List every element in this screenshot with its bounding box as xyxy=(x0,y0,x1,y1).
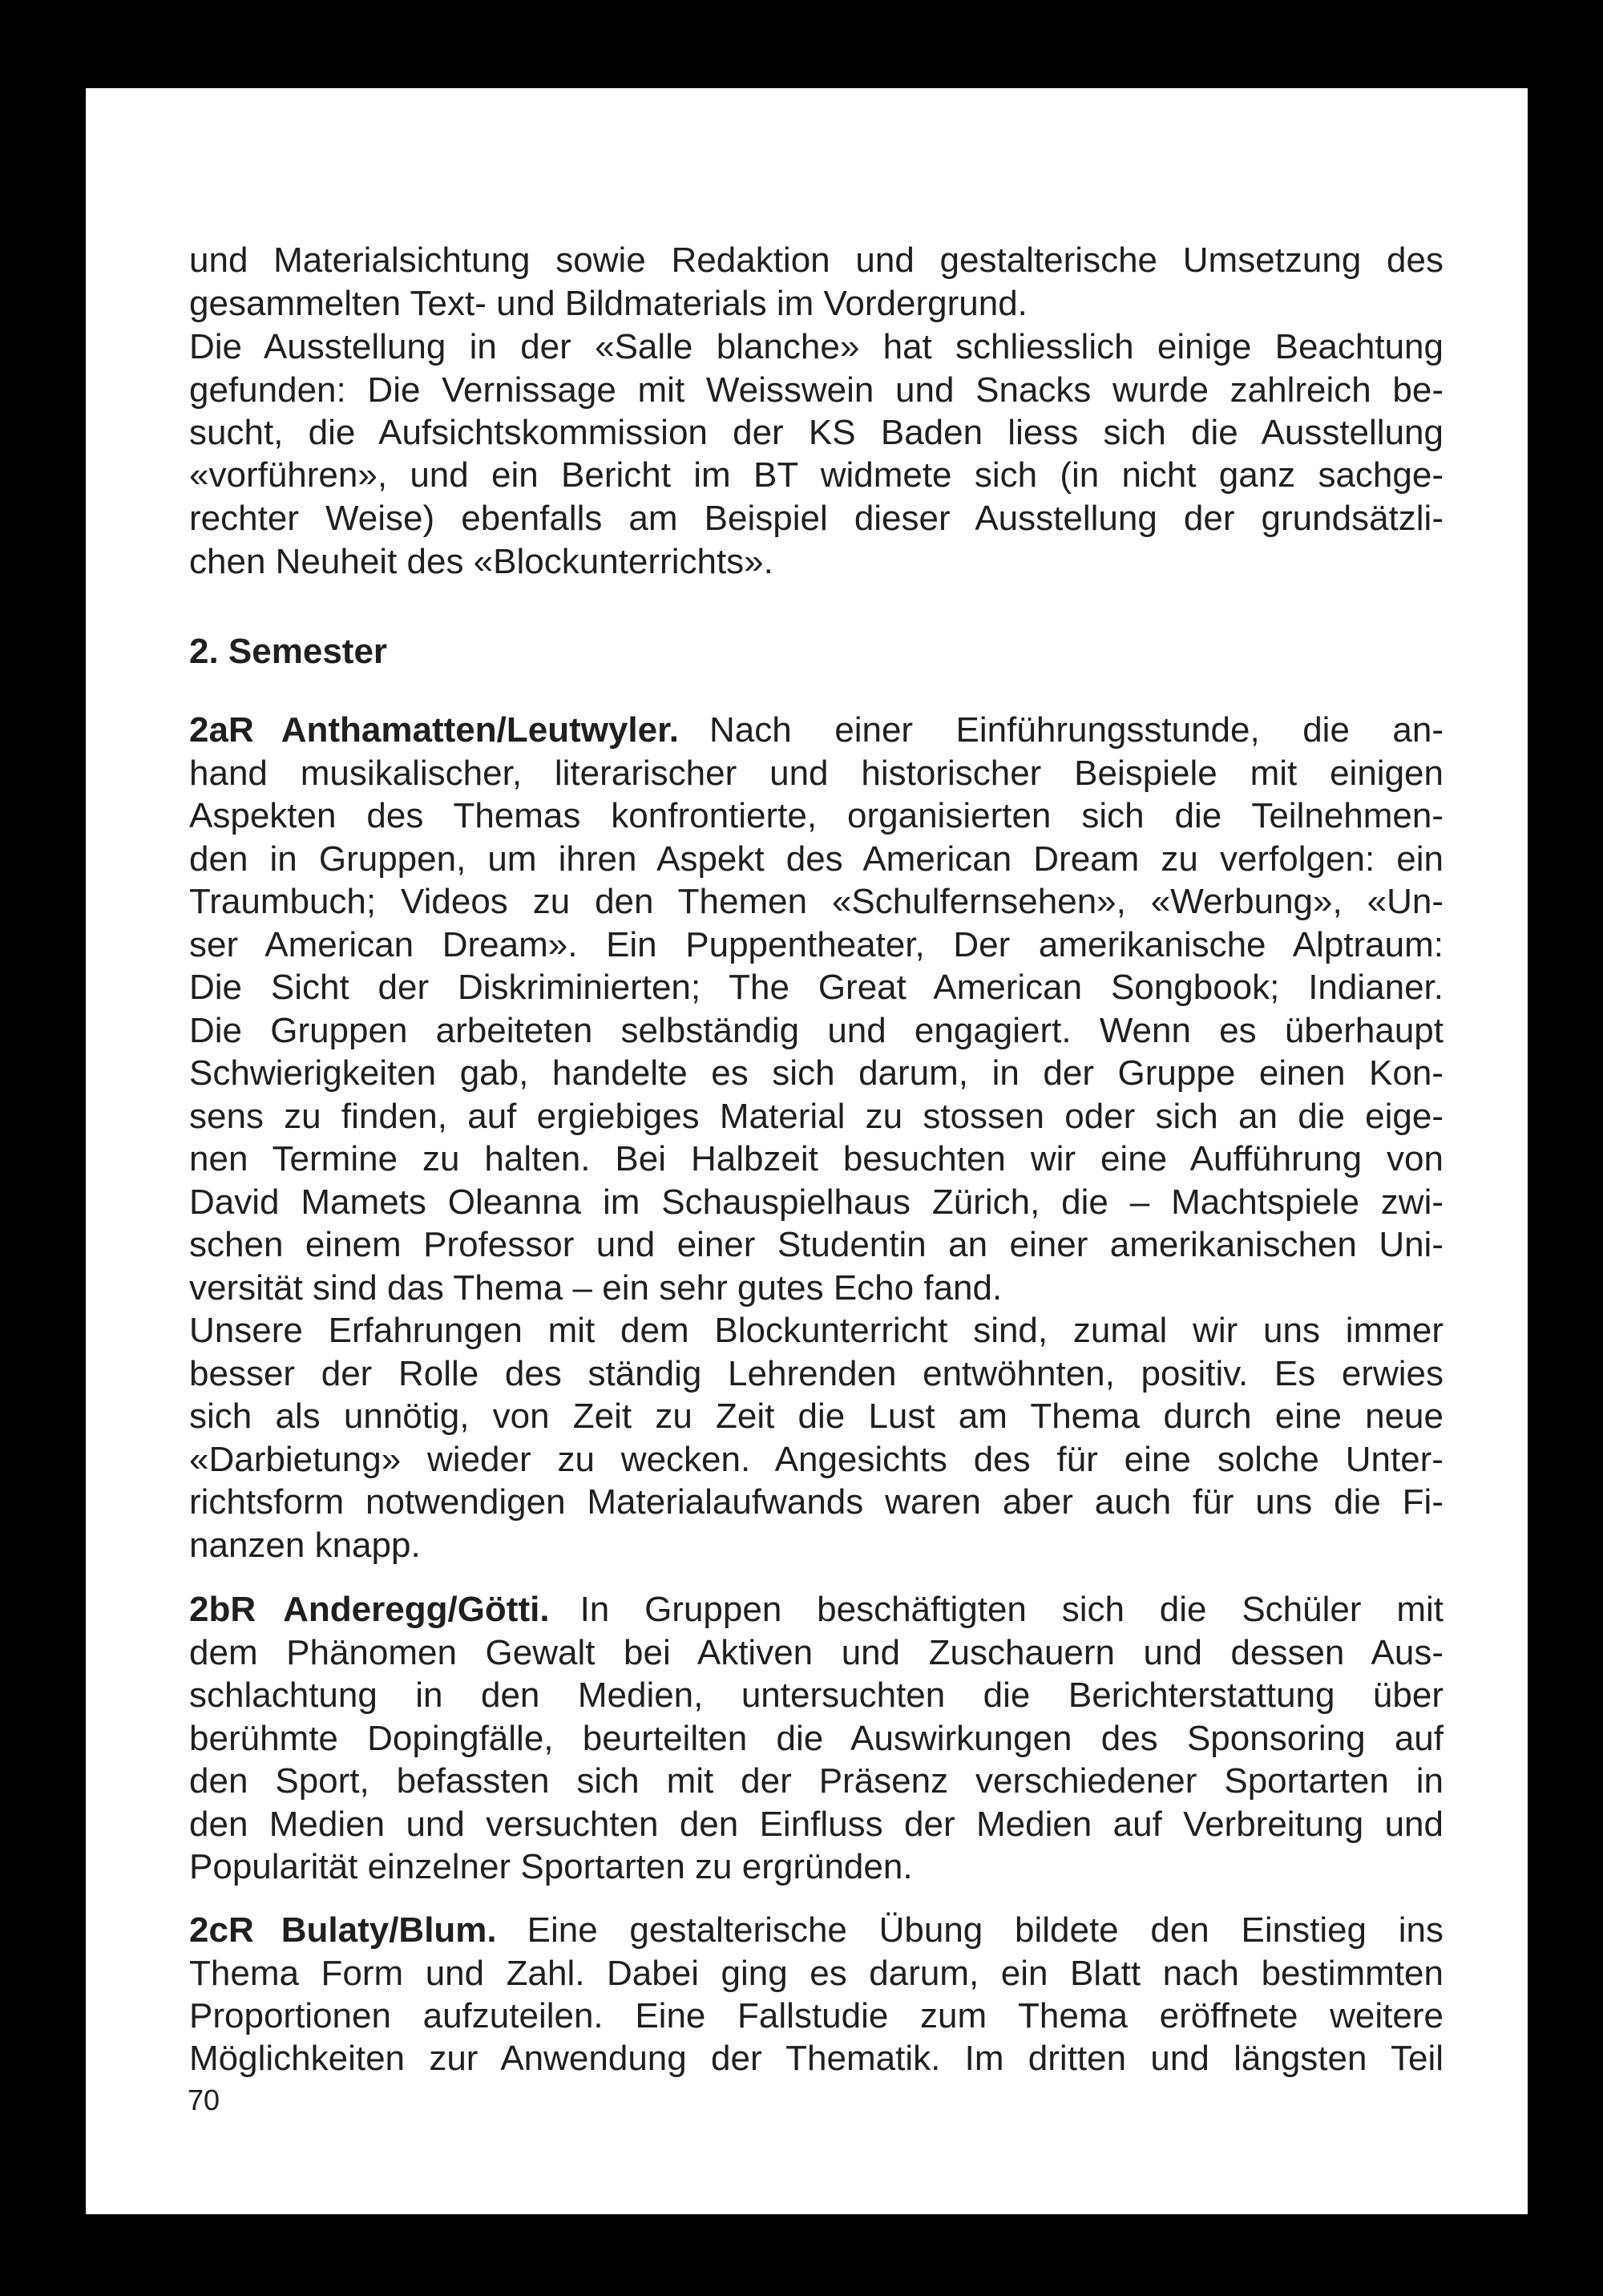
entry-line: schen einem Professor und einer Studentin an einer amerikanischen Uni- xyxy=(189,1225,1444,1264)
intro-line: «vorführen», und ein Bericht im BT widmete sich (in nicht ganz sachge- xyxy=(189,455,1444,495)
entry-line: Die Gruppen arbeiteten selbständig und engagiert. Wenn es überhaupt xyxy=(189,1011,1444,1050)
entry-line: ser American Dream». Ein Puppentheater, Der amerikanische Alptraum: xyxy=(189,925,1444,964)
entry-text: Nach einer Einführungsstunde, die an- xyxy=(709,710,1444,750)
page-number: 70 xyxy=(188,2084,220,2116)
entry-line: den Medien und versuchten den Einfluss der Medien auf Verbreitung und xyxy=(189,1805,1444,1844)
entry-line: dem Phänomen Gewalt bei Aktiven und Zuschauern und dessen Aus- xyxy=(189,1633,1444,1672)
entry-line: versität sind das Thema – ein sehr gutes Echo fand. xyxy=(189,1268,1003,1308)
entry-line: Unsere Erfahrungen mit dem Blockunterricht sind, zumal wir uns immer xyxy=(189,1311,1444,1350)
entry-line: «Darbietung» wieder zu wecken. Angesichts des für eine solche Unter- xyxy=(189,1440,1444,1479)
entry-names: Bulaty/Blum. xyxy=(281,1910,497,1950)
entry-line: Die Sicht der Diskriminierten; The Great American Songbook; Indianer. xyxy=(189,968,1444,1007)
entry-2cR-first-line xyxy=(189,1910,1444,1951)
intro-line: chen Neuheit des «Blockunterrichts». xyxy=(189,542,773,581)
entry-2bR-first-line xyxy=(189,1589,1444,1631)
entry-names: Anthamatten/Leutwyler. xyxy=(281,710,680,750)
entry-line: richtsform notwendigen Materialaufwands waren aber auch für uns die Fi- xyxy=(189,1482,1444,1522)
entry-line: hand musikalischer, literarischer und historischer Beispiele mit einigen xyxy=(189,754,1444,793)
entry-line: Thema Form und Zahl. Dabei ging es darum, ein Blatt nach bestimmten xyxy=(189,1954,1444,1993)
entry-line: Aspekten des Themas konfrontierte, organisierten sich die Teilnehmen- xyxy=(189,796,1444,835)
entry-line: Traumbuch; Videos zu den Themen «Schulfernsehen», «Werbung», «Un- xyxy=(189,882,1444,921)
entry-line: sich als unnötig, von Zeit zu Zeit die Lust am Thema durch eine neue xyxy=(189,1397,1444,1436)
entry-line: den in Gruppen, um ihren Aspekt des American Dream zu verfolgen: ein xyxy=(189,839,1444,879)
entry-line: Schwierigkeiten gab, handelte es sich darum, in der Gruppe einen Kon- xyxy=(189,1053,1444,1093)
intro-line: sucht, die Aufsichtskommission der KS Baden liess sich die Ausstellung xyxy=(189,413,1444,452)
intro-line: gefunden: Die Vernissage mit Weisswein und Snacks wurde zahlreich be- xyxy=(189,370,1444,410)
intro-line: und Materialsichtung sowie Redaktion und gestalterische Umsetzung des xyxy=(189,241,1444,280)
entry-line: schlachtung in den Medien, untersuchten die Berichterstattung über xyxy=(189,1676,1444,1715)
section-heading: 2. Semester xyxy=(189,632,388,671)
entry-line: Möglichkeiten zur Anwendung der Thematik. Im dritten und längsten Teil xyxy=(189,2039,1444,2078)
intro-line: Die Ausstellung in der «Salle blanche» hat schliesslich einige Beachtung xyxy=(189,327,1444,366)
entry-line: den Sport, befassten sich mit der Präsenz verschiedener Sportarten in xyxy=(189,1761,1444,1801)
entry-code: 2cR xyxy=(189,1910,254,1950)
entry-text: Eine gestalterische Übung bildete den Einstieg ins xyxy=(527,1910,1444,1950)
entry-text: In Gruppen beschäftigten sich die Schüler mit xyxy=(579,1590,1444,1629)
entry-line: nanzen knapp. xyxy=(189,1526,421,1565)
entry-line: sens zu finden, auf ergiebiges Material zu stossen oder sich an die eige- xyxy=(189,1097,1444,1136)
entry-line: berühmte Dopingfälle, beurteilten die Auswirkungen des Sponsoring auf xyxy=(189,1719,1444,1758)
intro-line: gesammelten Text- und Bildmaterials im Vordergrund. xyxy=(189,284,1028,323)
entry-line: Popularität einzelner Sportarten zu ergründen. xyxy=(189,1847,913,1886)
entry-code: 2bR xyxy=(189,1590,256,1629)
entry-code: 2aR xyxy=(189,710,254,750)
entry-line: besser der Rolle des ständig Lehrenden entwöhnten, positiv. Es erwies xyxy=(189,1354,1444,1393)
entry-line: nen Termine zu halten. Bei Halbzeit besuchten wir eine Aufführung von xyxy=(189,1139,1444,1178)
entry-line: David Mamets Oleanna im Schauspielhaus Zürich, die – Machtspiele zwi- xyxy=(189,1182,1444,1222)
intro-line: rechter Weise) ebenfalls am Beispiel dieser Ausstellung der grundsätzli- xyxy=(189,499,1444,538)
entry-2aR-first-line xyxy=(189,709,1444,751)
entry-names: Anderegg/Götti. xyxy=(283,1590,550,1629)
entry-line: Proportionen aufzuteilen. Eine Fallstudie zum Thema eröffnete weitere xyxy=(189,1996,1444,2035)
